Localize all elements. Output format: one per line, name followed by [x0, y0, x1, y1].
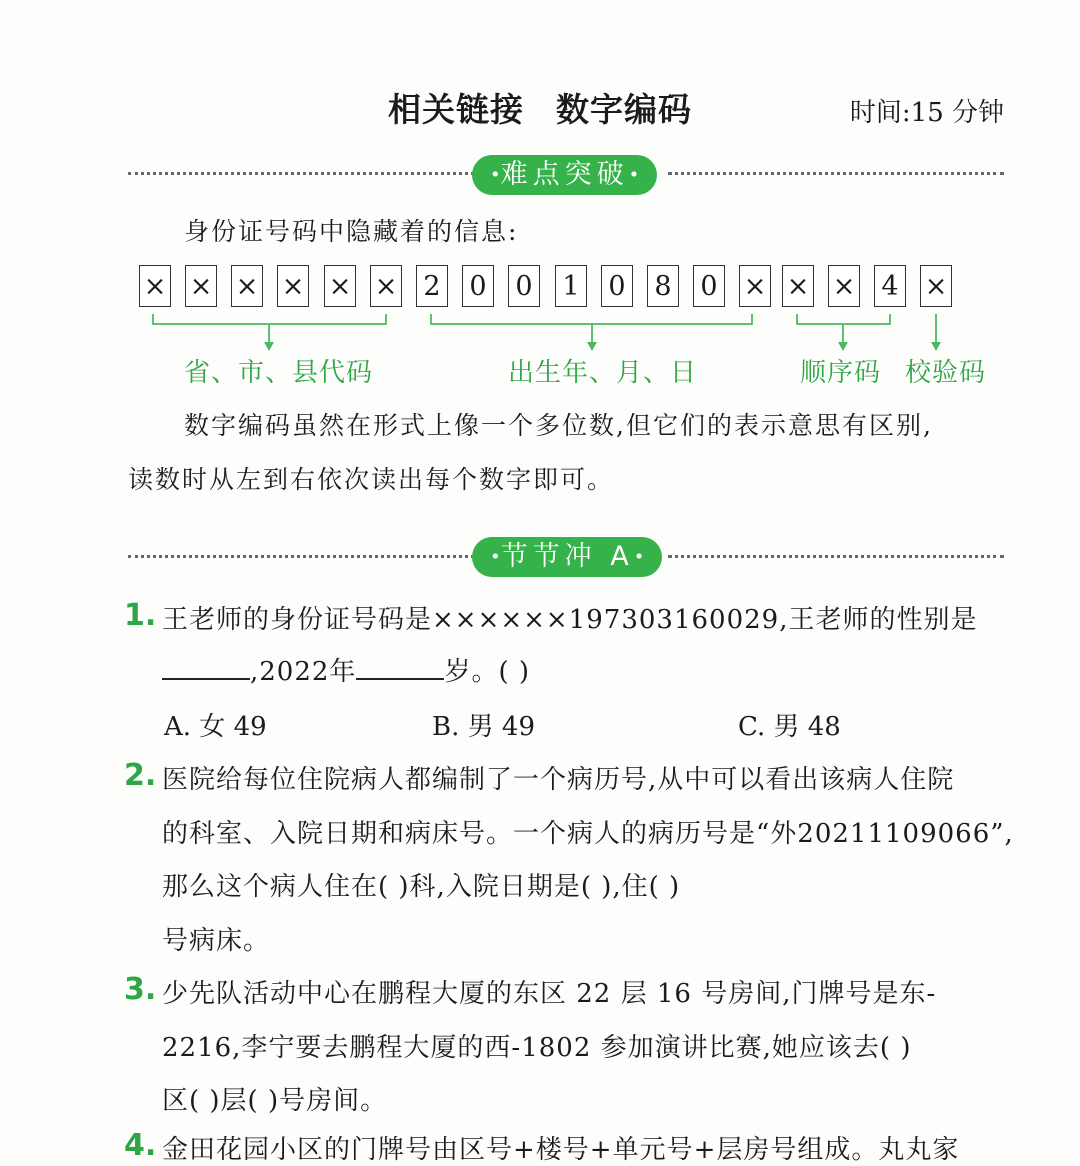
label-sequence-code: 顺序码: [800, 358, 882, 388]
id-digit-box: 2: [416, 265, 448, 307]
question-4-number: 4.: [124, 1128, 157, 1163]
question-2-number: 2.: [124, 758, 157, 793]
sequence-arrowhead: [838, 342, 848, 351]
id-digit-box: 0: [508, 265, 540, 307]
id-digit-box: ×: [185, 265, 217, 307]
question-4-line1: 金田花园小区的门牌号由区号+楼号+单元号+层房号组成。丸丸家: [162, 1135, 960, 1165]
title-part1: 相关链接: [388, 90, 524, 129]
question-3-line2: 2216,李宁要去鹏程大厦的西-1802 参加演讲比赛,她应该去( ): [162, 1033, 912, 1063]
option-b[interactable]: B. 男 49: [432, 712, 535, 742]
divider-left-2: [128, 555, 474, 558]
question-1-number: 1.: [124, 598, 157, 633]
question-3-number: 3.: [124, 972, 157, 1007]
id-digit-box: ×: [920, 265, 952, 307]
birth-bracket: [431, 314, 752, 324]
id-digit-box: ×: [277, 265, 309, 307]
question-3-line3: 区( )层( )号房间。: [162, 1086, 388, 1116]
id-digit-box: 8: [647, 265, 679, 307]
question-2-line4: 号病床。: [162, 926, 271, 956]
id-digit-box: ×: [828, 265, 860, 307]
section-badge-difficulty: •难点突破•: [472, 155, 657, 195]
id-digit-box: ×: [231, 265, 263, 307]
id-digit-box: 0: [462, 265, 494, 307]
id-digit-box: 4: [874, 265, 906, 307]
birth-arrowhead: [587, 342, 597, 351]
question-1-line2: ,2022年 岁。( ): [162, 651, 530, 688]
intro-text: 身份证号码中隐藏着的信息:: [184, 217, 519, 246]
label-region-code: 省、市、县代码: [184, 358, 374, 388]
id-digit-box: ×: [370, 265, 402, 307]
id-digit-box: ×: [739, 265, 771, 307]
question-2-line2: 的科室、入院日期和病床号。一个病人的病历号是“外20211109066”,: [162, 819, 1014, 849]
time-limit: 时间:15 分钟: [849, 98, 1004, 128]
option-a[interactable]: A. 女 49: [164, 712, 267, 742]
option-c[interactable]: C. 男 48: [738, 712, 841, 742]
title-part2: 数字编码: [556, 90, 692, 129]
divider-right-2: [668, 555, 1004, 558]
region-arrowhead: [264, 342, 274, 351]
section-badge-practice: •节节冲 A•: [472, 537, 662, 577]
id-digit-box: 1: [555, 265, 587, 307]
explain-line-2: 读数时从左到右依次读出每个数字即可。: [128, 465, 615, 494]
id-digit-box: 0: [601, 265, 633, 307]
check-arrowhead: [931, 342, 941, 351]
bracket-diagram: [0, 0, 1080, 400]
question-1-line1: 王老师的身份证号码是××××××197303160029,王老师的性别是: [162, 605, 978, 635]
id-digit-box: ×: [782, 265, 814, 307]
label-birth-date: 出生年、月、日: [508, 358, 698, 388]
answer-blank-age[interactable]: [356, 656, 444, 680]
question-3-line1: 少先队活动中心在鹏程大厦的东区 22 层 16 号房间,门牌号是东-: [162, 979, 937, 1009]
question-2-line3: 那么这个病人住在( )科,入院日期是( ),住( ): [162, 872, 681, 902]
id-digit-box: ×: [139, 265, 171, 307]
id-digit-box: ×: [324, 265, 356, 307]
answer-blank-gender[interactable]: [162, 656, 250, 680]
explain-line-1: 数字编码虽然在形式上像一个多位数,但它们的表示意思有区别,: [184, 411, 933, 440]
region-bracket: [153, 314, 386, 324]
question-2-line1: 医院给每位住院病人都编制了一个病历号,从中可以看出该病人住院: [162, 765, 955, 795]
sequence-bracket: [797, 314, 890, 324]
label-check-code: 校验码: [905, 358, 987, 388]
id-digit-box: 0: [693, 265, 725, 307]
